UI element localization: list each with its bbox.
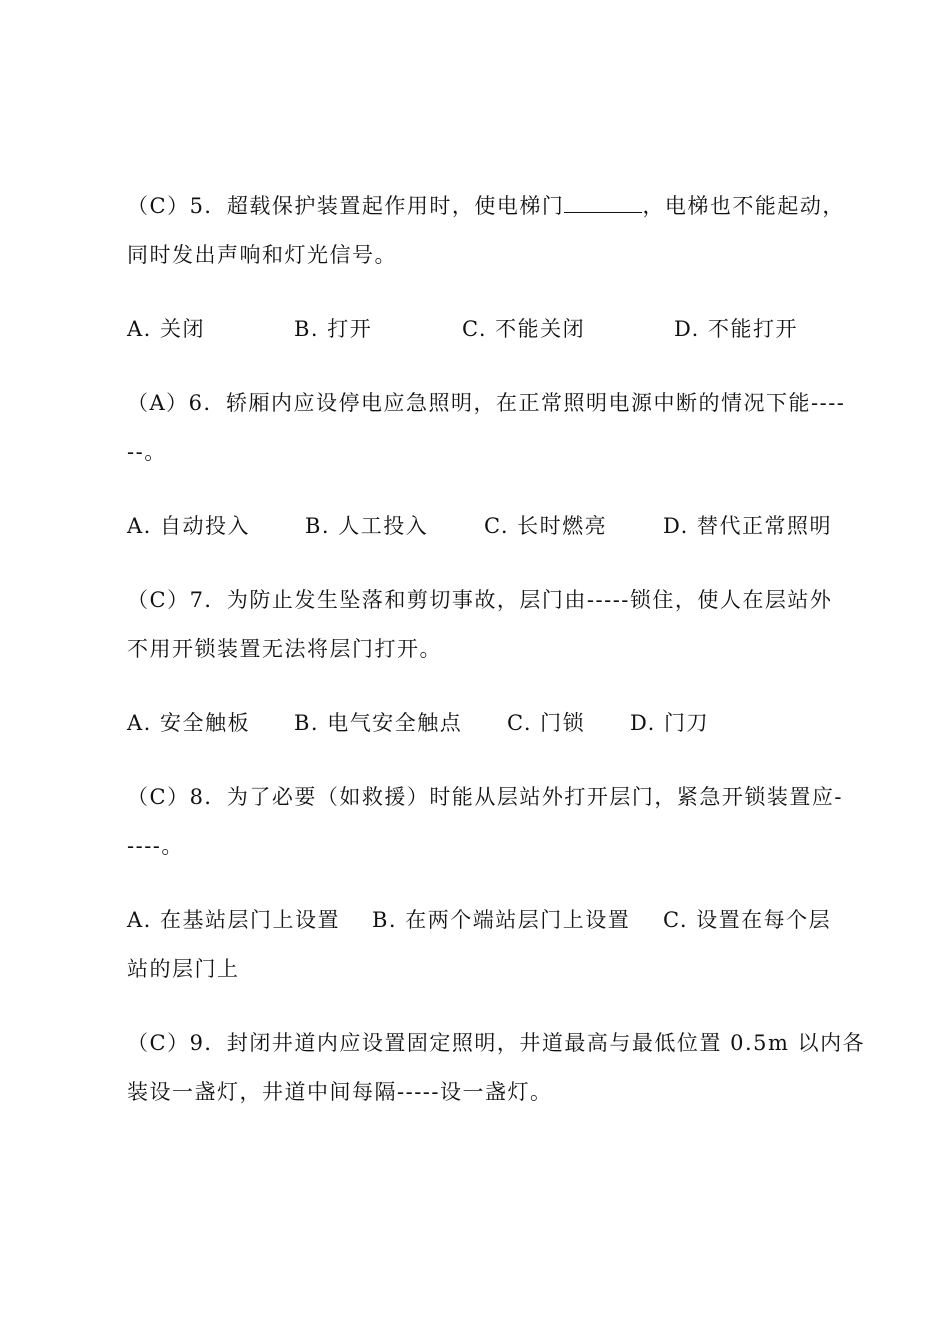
question-8-option-b: B. 在两个端站层门上设置	[372, 908, 631, 932]
question-6-option-a: A. 自动投入	[127, 514, 251, 538]
question-7-line-1: （C）7．为防止发生坠落和剪切事故，层门由-----锁住，使人在层站外	[127, 588, 833, 612]
question-6-option-d: D. 替代正常照明	[663, 514, 832, 538]
question-6-option-b: B. 人工投入	[305, 514, 429, 538]
question-5-text-post: ，电梯也不能起动，	[642, 194, 845, 218]
question-8-option-a: A. 在基站层门上设置	[127, 908, 341, 932]
question-5-line-1	[127, 192, 845, 220]
question-7-line-2: 不用开锁装置无法将层门打开。	[127, 637, 442, 661]
question-9-line-1: （C）9．封闭井道内应设置固定照明，井道最高与最低位置 0.5m 以内各	[127, 1031, 866, 1055]
question-6-line-1: （A）6．轿厢内应设停电应急照明，在正常照明电源中断的情况下能----	[127, 391, 846, 415]
question-5-line-2: 同时发出声响和灯光信号。	[127, 243, 397, 267]
question-5-option-c: C. 不能关闭	[462, 317, 586, 341]
question-6-option-c: C. 长时燃亮	[484, 514, 608, 538]
question-5-blank	[564, 192, 642, 213]
question-6-line-2: --。	[127, 440, 167, 464]
question-7-option-c: C. 门锁	[507, 711, 586, 735]
question-7-option-d: D. 门刀	[630, 711, 709, 735]
question-7-option-b: B. 电气安全触点	[294, 711, 463, 735]
question-8-option-c: C. 设置在每个层	[663, 908, 832, 932]
question-5-option-b: B. 打开	[294, 317, 373, 341]
question-7-option-a: A. 安全触板	[127, 711, 251, 735]
question-8-line-1: （C）8．为了必要（如救援）时能从层站外打开层门，紧急开锁装置应-	[127, 785, 844, 809]
question-5-option-d: D. 不能打开	[674, 317, 798, 341]
question-8-option-c-continued: 站的层门上	[127, 957, 240, 981]
question-5-text-pre: （C）5．超载保护装置起作用时，使电梯门	[127, 194, 565, 218]
question-9-line-2: 装设一盏灯，井道中间每隔-----设一盏灯。	[127, 1080, 553, 1104]
question-8-line-2: ----。	[127, 834, 184, 858]
question-5-option-a: A. 关闭	[127, 317, 206, 341]
